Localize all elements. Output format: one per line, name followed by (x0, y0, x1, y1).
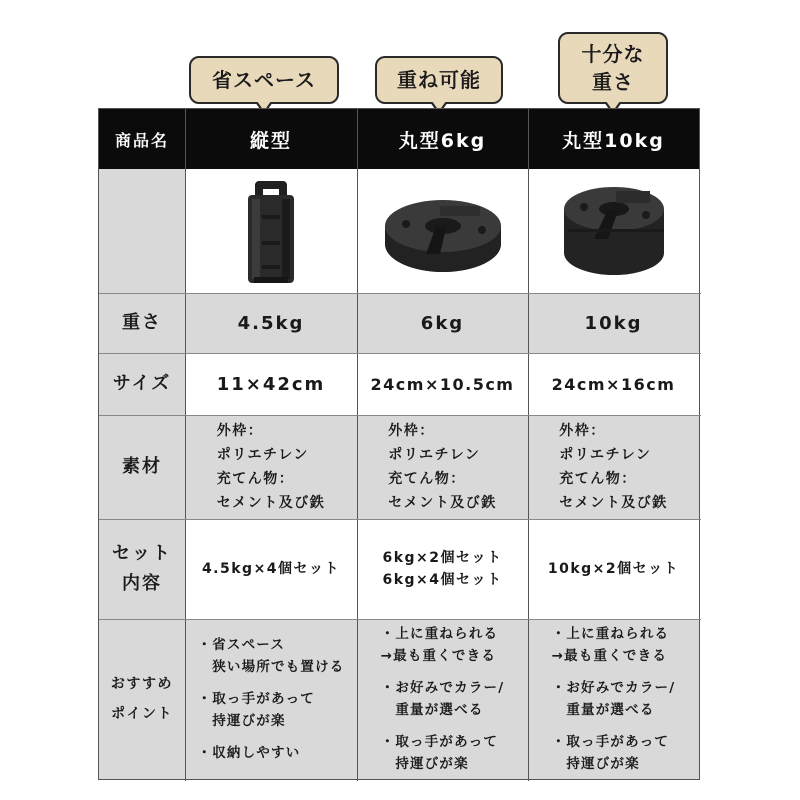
material-line: セメント及び鉄 (388, 495, 497, 511)
point-line: ・省スペース (197, 637, 286, 653)
badge-heavy-enough (558, 32, 668, 104)
material-col2 (357, 415, 528, 519)
header-col1-text: 縦型 (249, 129, 292, 152)
points-col3-list (552, 623, 676, 775)
image-row-label (99, 169, 185, 293)
material-line: セメント及び鉄 (559, 495, 668, 511)
row-divider (99, 353, 701, 354)
badge-heavy-line2: 重さ (592, 70, 634, 94)
weight-label-cell (99, 293, 185, 353)
row-divider (99, 519, 701, 520)
points-col1 (185, 619, 357, 779)
material-col1-text (217, 419, 326, 515)
point-line: 持運びが楽 (380, 756, 469, 772)
point-line: ・収納しやすい (197, 745, 301, 761)
comparison-table (98, 108, 700, 780)
set-col2-line: 6kg×2個セット (382, 550, 503, 566)
point-line: ・お好みでカラー/ (380, 680, 505, 696)
point-line: ・取っ手があって (380, 734, 499, 750)
header-label-cell (99, 109, 185, 169)
material-col2-text (388, 419, 497, 515)
point-line: ・上に重ねられる (380, 626, 499, 642)
weight-col2-value: 6kg (420, 312, 465, 334)
point-line: ・お好みでカラー/ (551, 680, 676, 696)
point-line: ・取っ手があって (551, 734, 670, 750)
point-line: 持運びが楽 (197, 713, 286, 729)
size-col2 (357, 353, 528, 415)
material-line: 充てん物： (216, 471, 295, 487)
row-divider (99, 293, 701, 294)
header-col3-text: 丸型10kg (562, 129, 665, 152)
set-col3 (528, 519, 699, 619)
point-line: 狭い場所でも置ける (197, 659, 345, 675)
badge-space-saving (189, 56, 339, 104)
column-divider (185, 109, 186, 781)
material-line: 充てん物： (388, 471, 466, 487)
material-label: 素材 (122, 456, 162, 477)
header-col1 (185, 109, 357, 169)
material-label-cell (99, 415, 185, 519)
points-label-line2: ポイント (111, 706, 173, 722)
header-col3 (528, 109, 699, 169)
badge-stackable-text: 重ね可能 (397, 68, 481, 92)
header-product-name: 商品名 (114, 130, 169, 150)
column-divider (357, 109, 358, 781)
material-line: 外枠： (216, 423, 264, 439)
header-col2 (357, 109, 528, 169)
badge-stackable (375, 56, 503, 104)
set-col1 (185, 519, 357, 619)
point-line: 重量が選べる (380, 702, 484, 718)
material-col3 (528, 415, 699, 519)
points-col3 (528, 619, 699, 779)
weight-col1 (185, 293, 357, 353)
weight-col1-value: 4.5kg (237, 312, 305, 334)
point-line: 重量が選べる (551, 702, 655, 718)
set-col2 (357, 519, 528, 619)
points-col1-list (198, 634, 345, 764)
set-col2-line: 6kg×4個セット (382, 572, 503, 588)
size-col2-value: 24cm×10.5cm (370, 374, 515, 394)
points-col2 (357, 619, 528, 779)
point-line: ・上に重ねられる (551, 626, 670, 642)
point-line: 持運びが楽 (551, 756, 640, 772)
points-col2-list (381, 623, 505, 775)
material-line: ポリエチレン (559, 447, 652, 463)
weight-col3 (528, 293, 699, 353)
set-col3-line: 10kg×2個セット (547, 561, 680, 577)
size-col1-value: 11×42cm (216, 373, 326, 395)
material-col3-text (559, 419, 668, 515)
material-line: セメント及び鉄 (216, 495, 326, 511)
point-line: →最も重くできる (380, 648, 497, 664)
material-line: 外枠： (559, 423, 606, 439)
material-col1 (185, 415, 357, 519)
weight-col3-value: 10kg (584, 312, 643, 334)
weight-label: 重さ (122, 312, 162, 333)
badge-heavy-line1: 十分な (581, 42, 645, 66)
row-divider (99, 619, 701, 620)
points-label-line1: おすすめ (110, 676, 174, 692)
round-6kg-weight-image (357, 169, 528, 293)
vertical-weight-image (185, 169, 357, 293)
point-line: ・取っ手があって (197, 691, 315, 707)
size-col3-value: 24cm×16cm (551, 374, 676, 394)
size-label: サイズ (112, 373, 172, 394)
round-10kg-weight-image (528, 169, 699, 293)
point-line: →最も重くできる (551, 648, 668, 664)
material-line: ポリエチレン (388, 447, 481, 463)
row-divider (99, 415, 701, 416)
column-divider (528, 109, 529, 781)
header-col2-text: 丸型6kg (398, 129, 487, 152)
weight-col2 (357, 293, 528, 353)
size-col1 (185, 353, 357, 415)
material-line: 充てん物： (559, 471, 637, 487)
material-line: ポリエチレン (216, 447, 309, 463)
size-col3 (528, 353, 699, 415)
set-label-line1: セット (112, 543, 172, 564)
badge-space-saving-text: 省スペース (212, 68, 316, 92)
set-label-line2: 内容 (122, 573, 162, 594)
size-label-cell (99, 353, 185, 415)
points-label-cell (99, 619, 185, 779)
material-line: 外枠： (388, 423, 435, 439)
set-col1-line: 4.5kg×4個セット (201, 561, 341, 577)
set-label-cell (99, 519, 185, 619)
